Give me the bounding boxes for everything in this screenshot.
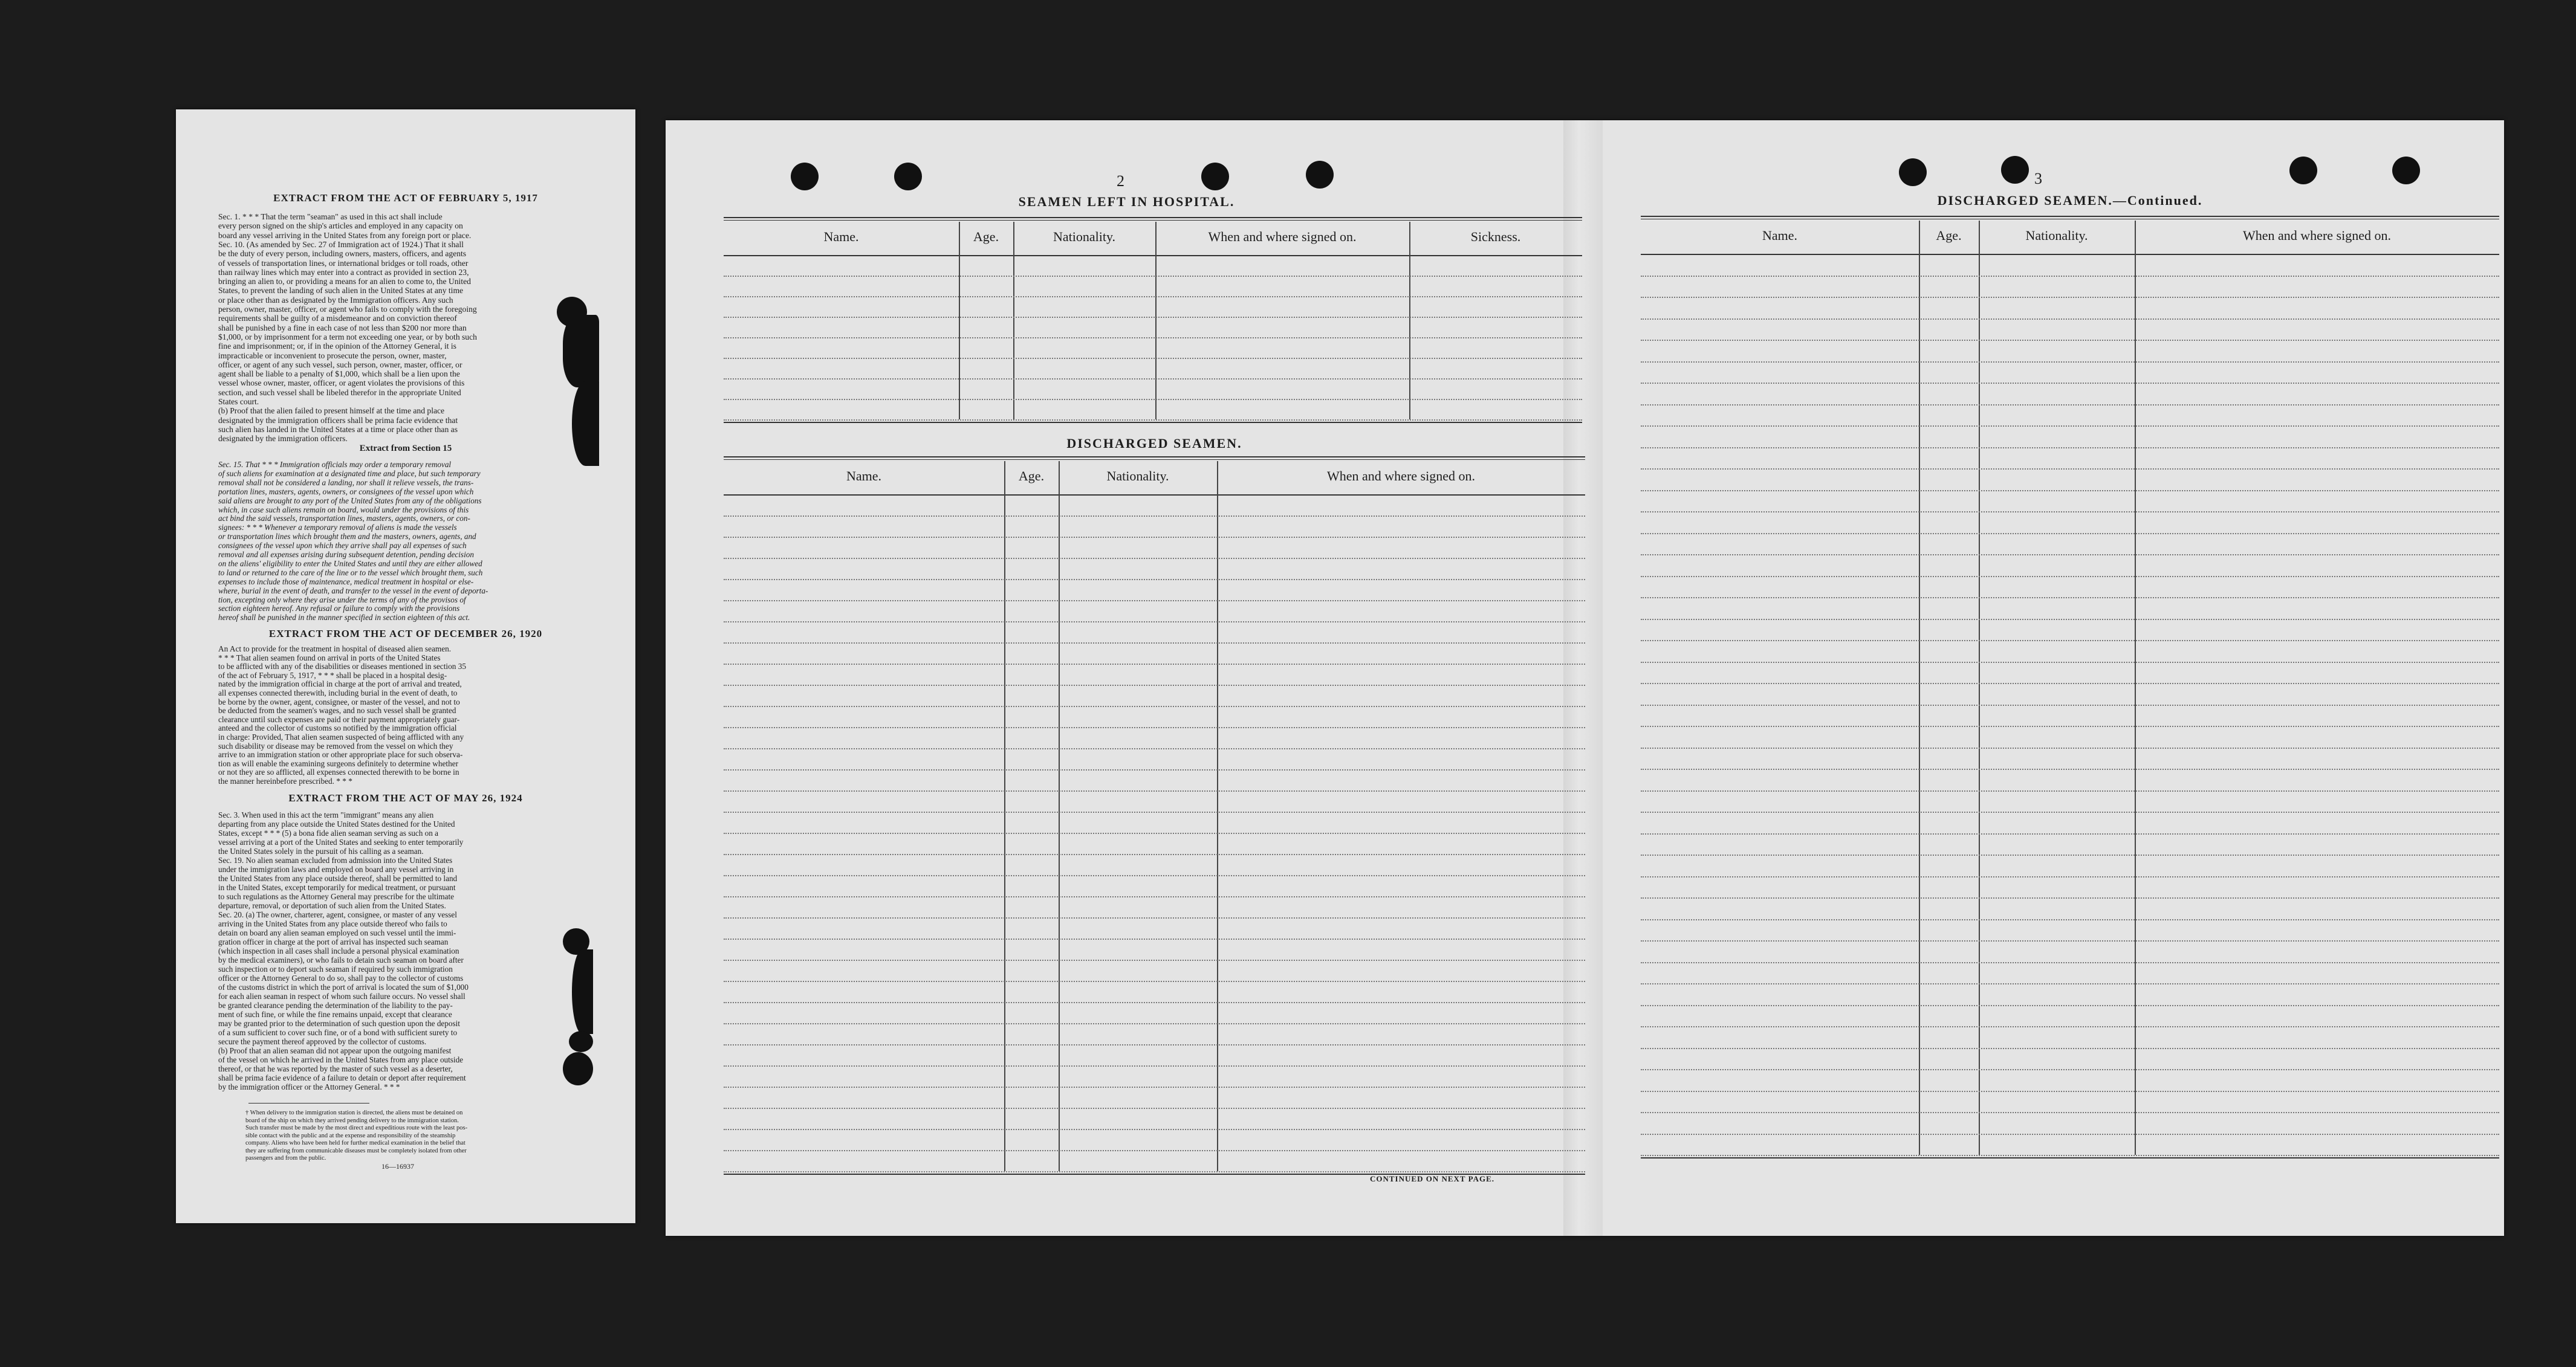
punch-hole	[2289, 157, 2317, 184]
column-header: Age.	[1018, 468, 1045, 483]
hospital-top-rule	[724, 220, 1582, 221]
text-line: bringing an alien to, or providing a means for an alien to come to, the United	[218, 277, 471, 286]
text-line: portation lines, masters, agents, owners, or consignees of the vessel upon which	[218, 486, 474, 496]
instructions-sheet	[176, 109, 635, 1223]
text-line: board any vessel arriving in the United States from any foreign port or place.	[218, 230, 472, 240]
table-row[interactable]	[724, 833, 1585, 834]
table-row[interactable]	[724, 276, 1582, 277]
text-line: of vessels of transportation lines, or international bridges or toll roads, other	[218, 258, 469, 268]
text-line: sible contact with the public and at the expense and responsibility of the steamship	[245, 1132, 456, 1139]
column-header: When and where signed on.	[2243, 228, 2391, 243]
table-row[interactable]	[1641, 1155, 2499, 1156]
text-line: such inspection or to deport such seaman if required by such immigration	[218, 965, 453, 974]
text-line: to land or returned to the care of the line or to the vessel which brought them, such	[218, 567, 483, 577]
punch-hole	[791, 163, 819, 190]
text-line: where, burial in the event of death, and transfer to the vessel in the event of deporta-	[218, 586, 488, 595]
punch-hole	[1899, 158, 1927, 186]
page-number-2: 2	[1117, 172, 1124, 190]
table-row[interactable]	[1641, 619, 2499, 620]
text-line: shall be prima facie evidence of a failure to detain or deport after requirement	[218, 1073, 466, 1082]
heading-act-1924: EXTRACT FROM THE ACT OF MAY 26, 1924	[288, 792, 523, 804]
text-line: (b) Proof that the alien failed to present himself at the time and place	[218, 406, 445, 416]
table-row[interactable]	[724, 579, 1585, 580]
punch-hole	[1306, 161, 1334, 189]
table-row[interactable]	[1641, 833, 2499, 835]
text-line: for each alien seaman in respect of whom such failure occurs. No vessel shall	[218, 992, 466, 1001]
text-line: Sec. 15. That * * * Immigration officials may order a temporary removal	[218, 460, 452, 469]
table-row[interactable]	[724, 960, 1585, 961]
text-line: detain on board any alien seaman employed on such vessel until the immi-	[218, 928, 456, 937]
text-line: of the vessel on which he arrived in the United States from any place outside	[218, 1055, 464, 1064]
text-line: clearance until such expenses are paid or their payment appropriately guar-	[218, 714, 460, 724]
text-line: section eighteen hereof. Any refusal or failure to comply with the provisions	[218, 604, 460, 613]
text-line: * * * That alien seamen found on arrival in ports of the United States	[218, 653, 441, 662]
discharged-section-title: DISCHARGED SEAMEN.	[1066, 436, 1242, 451]
table-row[interactable]	[1641, 576, 2499, 577]
column-header: Nationality.	[1053, 229, 1116, 244]
table-row[interactable]	[1641, 919, 2499, 920]
table-row[interactable]	[724, 296, 1582, 297]
table-row[interactable]	[724, 1171, 1585, 1172]
page-number-3: 3	[2034, 170, 2042, 187]
discharged-top-rule	[724, 456, 1585, 457]
column-header: When and where signed on.	[1208, 229, 1357, 244]
text-line: consignees of the vessel upon which they arrive shall pay all expenses of such	[218, 541, 467, 551]
text-line: which, in case such aliens remain on board, would under the provisions of this	[218, 505, 469, 514]
page-fold	[1563, 120, 1603, 1236]
table-row[interactable]	[724, 706, 1585, 707]
text-line: of the customs district in which the port of arrival is located the sum of $1,000	[218, 983, 469, 992]
table-row[interactable]	[1641, 683, 2499, 684]
table-row[interactable]	[724, 896, 1585, 897]
column-rule	[1013, 222, 1014, 419]
manifest-form-sheet	[666, 120, 2504, 1236]
table-row[interactable]	[1641, 490, 2499, 491]
table-row[interactable]	[1641, 855, 2499, 856]
page3-top-rule	[1641, 216, 2499, 217]
table-row[interactable]	[1641, 748, 2499, 749]
text-line: such disability or disease may be removed from the vessel on which they	[218, 741, 453, 751]
table-row[interactable]	[1641, 1048, 2499, 1049]
text-line: States court.	[218, 397, 259, 406]
table-row[interactable]	[724, 1087, 1585, 1088]
table-row[interactable]	[724, 939, 1585, 940]
column-header: When and where signed on.	[1327, 468, 1475, 483]
footnote-divider	[248, 1103, 369, 1104]
table-row[interactable]	[724, 1065, 1585, 1067]
ink-blot	[563, 1052, 593, 1085]
table-row[interactable]	[1641, 940, 2499, 942]
table-row[interactable]	[724, 875, 1585, 876]
text-line: States, except * * * (5) a bona fide alien seaman serving as such on a	[218, 829, 439, 838]
text-line: tion as will enable the examining surgeons definitely to determine whether	[218, 758, 459, 768]
table-row[interactable]	[1641, 1091, 2499, 1092]
hospital-section-title: SEAMEN LEFT IN HOSPITAL.	[1018, 194, 1235, 209]
table-row[interactable]	[1641, 404, 2499, 406]
table-row[interactable]	[724, 1002, 1585, 1003]
table-row[interactable]	[1641, 554, 2499, 555]
text-line: designated by the immigration officers shall be prima facie evidence that	[218, 415, 458, 425]
text-line: departing from any place outside the United States destined for the United	[218, 819, 455, 829]
column-rule	[1004, 461, 1005, 1171]
text-line: the manner hereinbefore prescribed. * * *	[218, 777, 352, 786]
text-line: be deducted from the seamen's wages, and no such vessel shall be granted	[218, 706, 456, 716]
text-line: anteed and the collector of customs so notified by the immigration official	[218, 723, 457, 733]
column-header: Name.	[823, 229, 859, 244]
table-row[interactable]	[724, 537, 1585, 538]
punch-hole	[1201, 163, 1229, 190]
form-number: 16—16937	[381, 1162, 414, 1171]
table-row[interactable]	[724, 727, 1585, 728]
text-line: expenses to include those of maintenance, medical treatment in hospital or else-	[218, 577, 474, 586]
text-line: hereof shall be punished in the manner specified in section eighteen of this act.	[218, 613, 470, 622]
text-line: secure the payment thereof approved by the collector of customs.	[218, 1037, 427, 1046]
text-line: under the immigration laws and employed on board any vessel arriving in	[218, 865, 454, 874]
text-line: by the medical examiners), or who fails to detain such seaman on board after	[218, 955, 464, 965]
table-row[interactable]	[1641, 1134, 2499, 1135]
table-row[interactable]	[724, 1023, 1585, 1024]
table-row[interactable]	[724, 378, 1582, 380]
table-row[interactable]	[1641, 447, 2499, 448]
text-line: arrive to an immigration station or other appropriate place for such observa-	[218, 750, 463, 760]
column-header: Name.	[1762, 228, 1798, 243]
text-line: (which inspection in all cases shall include a personal physical examination	[218, 946, 459, 955]
text-line: the United States from any place outside thereof, shall be permitted to land	[218, 874, 458, 883]
table-row[interactable]	[1641, 790, 2499, 792]
text-line: Sec. 1. * * * That the term "seaman" as used in this act shall include	[218, 212, 443, 221]
column-header: Sickness.	[1470, 229, 1521, 244]
text-line: every person signed on the ship's articles and employed in any capacity on	[218, 221, 463, 231]
text-line: be the duty of every person, including owners, masters, officers, and agents	[218, 249, 467, 259]
text-line: nated by the immigration official in charge at the port of arrival and treated,	[218, 679, 462, 689]
text-line: of the act of February 5, 1917, * * * shall be placed in a hospital desig-	[218, 670, 447, 680]
text-line: board of the ship on which they arrived pending delivery to the immigration station.	[245, 1117, 459, 1124]
text-line: requirements shall be guilty of a misdemeanor and on conviction thereof	[218, 314, 457, 323]
text-line: signees: * * * Whenever a temporary removal of aliens is made the vessels	[218, 523, 457, 532]
table-row[interactable]	[1641, 983, 2499, 984]
ink-blot	[572, 381, 599, 466]
text-line: designated by the immigration officers.	[218, 434, 348, 444]
table-row[interactable]	[1641, 533, 2499, 534]
column-header: Age.	[973, 229, 999, 244]
text-line: in the United States, except temporarily for medical treatment, or pursuant	[218, 883, 456, 892]
table-row[interactable]	[724, 419, 1582, 421]
table-row[interactable]	[724, 917, 1585, 919]
table-row[interactable]	[1641, 597, 2499, 598]
text-line: of such aliens for examination at a designated time and place, but such temporary	[218, 468, 481, 478]
table-row[interactable]	[724, 317, 1582, 318]
table-row[interactable]	[1641, 812, 2499, 813]
table-row[interactable]	[724, 1044, 1585, 1045]
heading-act-1920: EXTRACT FROM THE ACT OF DECEMBER 26, 1920	[268, 628, 543, 639]
column-header: Age.	[1936, 228, 1962, 243]
text-line: by the immigration officer or the Attorney General. * * *	[218, 1082, 400, 1091]
text-line: to such regulations as the Attorney General may prescribe for the ultimate	[218, 892, 455, 901]
ink-blot	[569, 1031, 593, 1052]
table-row[interactable]	[1641, 897, 2499, 899]
column-header: Nationality.	[1106, 468, 1169, 483]
text-line: Sec. 3. When used in this act the term "immigrant" means any alien	[218, 810, 434, 819]
table-row[interactable]	[1641, 468, 2499, 470]
table-row[interactable]	[1641, 662, 2499, 663]
ink-blot	[563, 315, 599, 387]
text-line: States, to prevent the landing of such alien in the United States at any time	[218, 286, 464, 296]
table-row[interactable]	[724, 812, 1585, 813]
column-header: Name.	[846, 468, 882, 483]
text-line: of a sum sufficient to cover such fine, or of a bond with sufficient surety to	[218, 1028, 458, 1037]
text-line: agent shall be liable to a penalty of $1,000, which shall be a lien upon the	[218, 369, 460, 379]
table-row[interactable]	[1641, 340, 2499, 341]
column-rule	[1059, 461, 1060, 1171]
column-rule	[1217, 461, 1218, 1171]
text-line: company. Aliens who have been held for further medical examination in the belief that	[245, 1140, 466, 1146]
table-row[interactable]	[1641, 318, 2499, 320]
heading-section-15: Extract from Section 15	[359, 444, 452, 453]
text-line: Sec. 20. (a) The owner, charterer, agent, consignee, or master of any vessel	[218, 910, 457, 919]
table-bottom-rule	[1641, 1157, 2499, 1159]
ink-blot	[572, 949, 593, 1034]
text-line: Sec. 19. No alien seaman excluded from admission into the United States	[218, 856, 453, 865]
text-line: tion, excepting only where they arise under the terms of any of the provisos of	[218, 595, 466, 604]
text-line: on the aliens' eligibility to enter the United States and until they are either allowed	[218, 558, 482, 568]
text-line: Sec. 10. (As amended by Sec. 27 of Immigration act of 1924.) That it shall	[218, 239, 464, 249]
text-line: $1,000, or by imprisonment for a term not exceeding one year, or by both such	[218, 332, 477, 341]
table-row[interactable]	[1641, 361, 2499, 363]
table-row[interactable]	[724, 1150, 1585, 1151]
table-row[interactable]	[724, 558, 1585, 559]
table-row[interactable]	[724, 685, 1585, 686]
text-line: impracticable or inconvenient to prosecute the person, owner, master,	[218, 351, 447, 360]
text-line: departure, removal, or deportation of such alien from the United States.	[218, 901, 446, 910]
text-line: Such transfer must be made by the most direct and expeditious route with the least pos-	[245, 1125, 468, 1131]
table-row[interactable]	[1641, 726, 2499, 727]
text-line: arriving in the United States from any place outside thereof who fails to	[218, 919, 447, 928]
text-line: vessel arriving at a port of the United States and seeking to enter temporarily	[218, 838, 464, 847]
text-line: shall be punished by a fine in each case of not less than $200 nor more than	[218, 323, 467, 332]
text-line: vessel whose owner, master, officer, or agent violates the provisions of this	[218, 378, 465, 388]
text-line: to be afflicted with any of the disabilities or diseases mentioned in section 35	[218, 662, 467, 671]
text-line: such alien has landed in the United States at a time or place other than as	[218, 424, 458, 434]
table-row[interactable]	[724, 854, 1585, 855]
table-row[interactable]	[724, 337, 1582, 338]
column-rule	[1409, 222, 1410, 419]
table-row[interactable]	[1641, 640, 2499, 641]
column-header: Nationality.	[2025, 228, 2088, 243]
table-row[interactable]	[1641, 1005, 2499, 1006]
text-line: be borne by the owner, agent, consignee, or master of the vessel, and not to	[218, 697, 460, 706]
text-line: all expenses connected therewith, including burial in the event of death, to	[218, 688, 458, 697]
text-line: or place other than as designated by the Immigration officers. Any such	[218, 295, 453, 305]
text-line: person, owner, master, officer, or agent who fails to comply with the foregoing	[218, 305, 477, 314]
table-row[interactable]	[1641, 511, 2499, 512]
table-row[interactable]	[724, 358, 1582, 359]
text-line: or transportation lines which brought them and the masters, owners, agents, and	[218, 532, 476, 541]
text-line: the United States solely in the pursuit of his calling as a seaman.	[218, 847, 424, 856]
text-line: be granted clearance pending the determination of the liability to the pay-	[218, 1001, 453, 1010]
table-row[interactable]	[724, 399, 1582, 400]
table-row[interactable]	[724, 642, 1585, 644]
punch-hole	[2392, 157, 2420, 184]
table-row[interactable]	[724, 664, 1585, 665]
table-row[interactable]	[724, 621, 1585, 622]
table-row[interactable]	[1641, 276, 2499, 277]
table-row[interactable]	[724, 981, 1585, 982]
hospital-top-rule	[724, 217, 1582, 218]
punch-hole	[2001, 156, 2029, 184]
text-line: in charge: Provided, That alien seamen suspected of being afflicted with any	[218, 732, 464, 742]
text-line: gration officer in charge at the port of arrival has inspected such seaman	[218, 937, 449, 946]
table-row[interactable]	[1641, 705, 2499, 706]
table-row[interactable]	[724, 515, 1585, 517]
table-row[interactable]	[1641, 425, 2499, 427]
header-rule	[724, 494, 1585, 496]
text-line: thereof, or that he was reported by the master of such vessel as a deserter,	[218, 1064, 453, 1073]
text-line: may be granted prior to the determination of such question upon the deposit	[218, 1019, 460, 1028]
page3-title: DISCHARGED SEAMEN.—Continued.	[1937, 193, 2203, 208]
column-rule	[959, 222, 960, 419]
table-row[interactable]	[1641, 962, 2499, 963]
table-row[interactable]	[724, 769, 1585, 771]
text-line: than railway lines which may enter into a contract as provided in section 23,	[218, 267, 469, 277]
table-row[interactable]	[1641, 1112, 2499, 1113]
text-line: (b) Proof that an alien seaman did not appear upon the outgoing manifest	[218, 1046, 452, 1055]
text-line: An Act to provide for the treatment in hospital of diseased alien seamen.	[218, 644, 452, 653]
text-line: said aliens are brought to any port of the United States from any of the obligations	[218, 496, 482, 505]
table-row[interactable]	[724, 790, 1585, 792]
table-row[interactable]	[1641, 1026, 2499, 1027]
table-row[interactable]	[1641, 297, 2499, 298]
table-row[interactable]	[724, 748, 1585, 749]
text-line: act bind the said vessels, transportation lines, masters, agents, owners, or con-	[218, 514, 470, 523]
text-line: ment of such fine, or while the fine remains unpaid, except that clearance	[218, 1010, 452, 1019]
text-line: passengers and from the public.	[245, 1155, 326, 1162]
table-row[interactable]	[1641, 1069, 2499, 1070]
table-row[interactable]	[1641, 769, 2499, 770]
column-rule	[1155, 222, 1157, 419]
text-line: they are suffering from communicable diseases must be completely isolated from other	[245, 1147, 467, 1154]
text-line: or not they are so afflicted, all expenses connected therewith to be borne in	[218, 768, 459, 777]
text-line: fine and imprisonment; or, if in the opinion of the Attorney General, it is	[218, 341, 456, 351]
text-line: removal and all expenses arising during subsequent detention, pending decision	[218, 550, 474, 559]
table-row[interactable]	[1641, 383, 2499, 384]
continued-note: CONTINUED ON NEXT PAGE.	[1370, 1174, 1494, 1183]
table-row[interactable]	[724, 1108, 1585, 1109]
text-line: officer or the Attorney General to do so, shall pay to the collector of customs	[218, 974, 464, 983]
table-row[interactable]	[1641, 876, 2499, 877]
table-bottom-rule	[724, 422, 1582, 423]
header-rule	[1641, 254, 2499, 255]
table-row[interactable]	[724, 600, 1585, 601]
table-row[interactable]	[724, 1129, 1585, 1130]
punch-hole	[894, 163, 922, 190]
text-line: † When delivery to the immigration station is directed, the aliens must be detained on	[245, 1110, 463, 1116]
heading-act-1917: EXTRACT FROM THE ACT OF FEBRUARY 5, 1917	[273, 192, 538, 204]
text-line: section, and such vessel shall be libeled therefor in the appropriate United	[218, 387, 461, 397]
text-line: officer, or agent of any such vessel, such person, owner, master, officer, or	[218, 360, 462, 369]
discharged-top-rule	[724, 459, 1585, 460]
header-rule	[724, 255, 1582, 256]
text-line: removal shall not be considered a landing, nor shall it relieve vessels, the trans-	[218, 477, 474, 487]
